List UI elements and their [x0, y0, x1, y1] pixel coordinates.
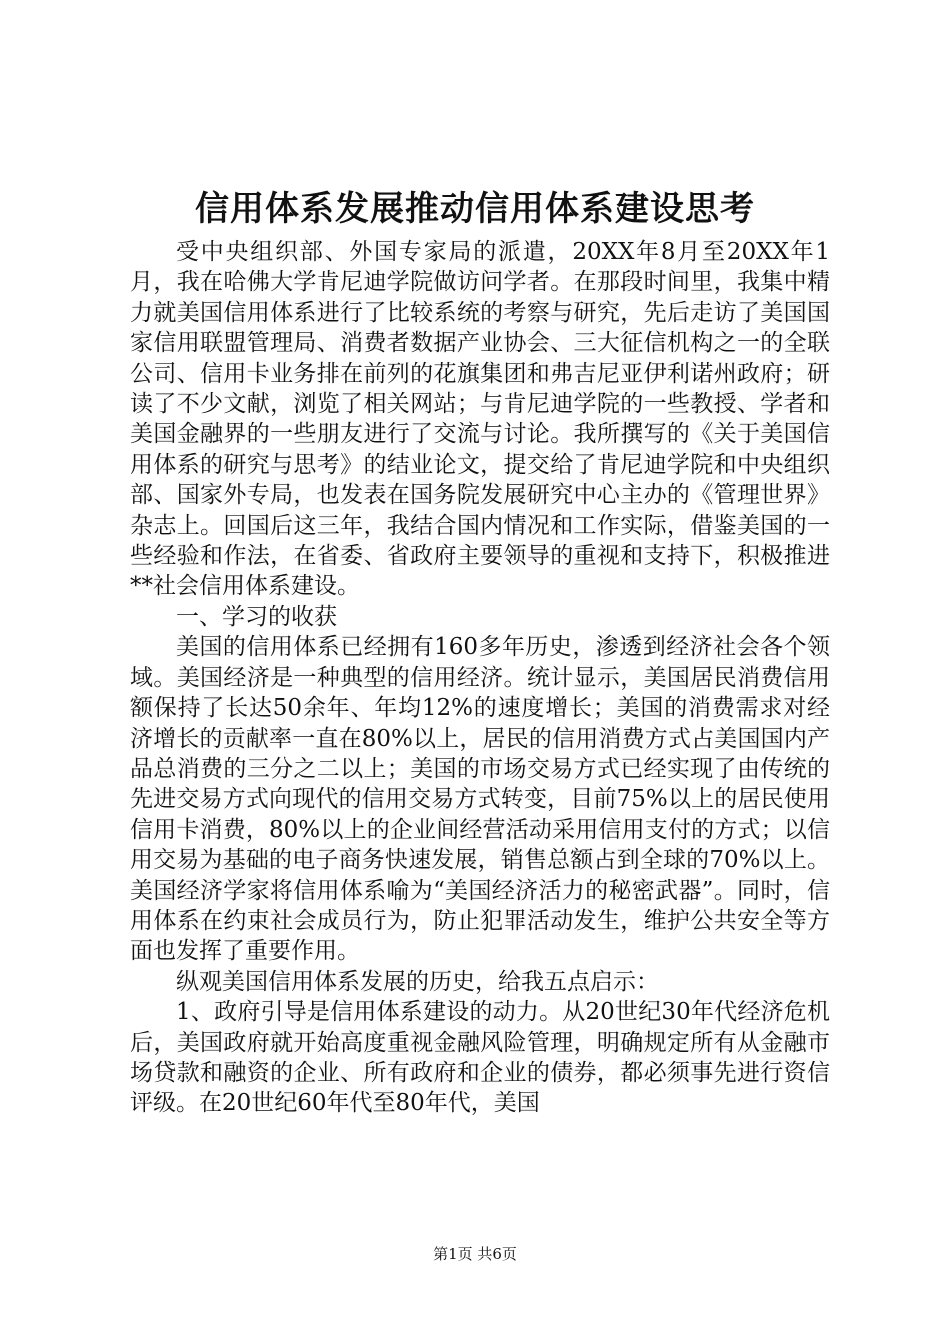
section-heading-learning: 一、学习的收获 [176, 603, 337, 630]
paragraph-intro: 受中央组织部、外国专家局的派遣，20XX年8月至20XX年1月，我在哈佛大学肯尼迪学院做访问学者。在那段时间里，我集中精力就美国信用体系进行了比较系统的考察与研究，先后走访了美国国家信用联盟管理局、消费者数据产业协会、三大征信机构之一的全联公司、信用卡业务排在前列的花旗集团和弗吉尼亚伊利诺州政府；研读了不少文献，浏览了相关网站；与肯尼迪学院的一些教授、学者和美国金融界的一些朋友进行了交流与讨论。我所撰写的《关于美国信用体系的研究与思考》的结业论文，提交给了肯尼迪学院和中央组织部、国家外专局，也发表在国务院发展研究中心主办的《管理世界》杂志上。回国后这三年，我结合国内情况和工作实际，借鉴美国的一些经验和作法，在省委、省政府主要领导的重视和支持下，积极推进**社会信用体系建设。 [130, 239, 830, 600]
document-body [130, 237, 830, 1119]
paragraph-government-guidance: 1、政府引导是信用体系建设的动力。从20世纪30年代经济危机后，美国政府就开始高度重视金融风险管理，明确规定所有从金融市场贷款和融资的企业、所有政府和企业的债券，都必须事先进行资信评级。在20世纪60年代至80年代，美国 [130, 999, 830, 1117]
page-number-footer: 第1页 共6页 [433, 1245, 517, 1263]
paragraph-us-credit-history: 美国的信用体系已经拥有160多年历史，渗透到经济社会各个领域。美国经济是一种典型的信用经济。统计显示，美国居民消费信用额保持了长达50余年、年均12%的速度增长；美国的消费需求对经济增长的贡献率一直在80%以上，居民的信用消费方式占美国国内产品总消费的三分之二以上；美国的市场交易方式已经实现了由传统的先进交易方式向现代的信用交易方式转变，目前75%以上的居民使用信用卡消费，80%以上的企业间经营活动采用信用支付的方式；以信用交易为基础的电子商务快速发展，销售总额占到全球的70%以上。美国经济学家将信用体系喻为“美国经济活力的秘密武器”。同时，信用体系在约束社会成员行为，防止犯罪活动发生，维护公共安全等方面也发挥了重要作用。 [130, 634, 830, 965]
paragraph-five-insights: 纵观美国信用体系发展的历史，给我五点启示： [176, 968, 659, 995]
document-title: 信用体系发展推动信用体系建设思考 [195, 189, 755, 229]
